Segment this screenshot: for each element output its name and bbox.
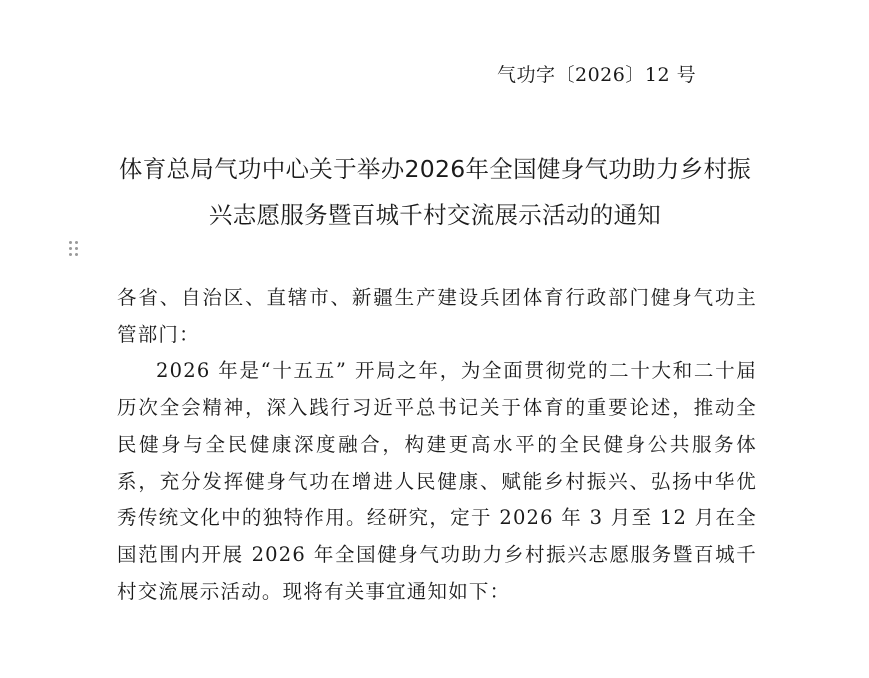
document-number: 气功字〔2026〕12 号 <box>497 64 697 86</box>
body-paragraph: 2026 年是“十五五” 开局之年，为全面贯彻党的二十大和二十届历次全会精神，深入践行习近平总书记关于体育的重要论述，推动全民健身与全民健康深度融合，构建更高水平的全民健身公共服务体系，充分发挥健身气功在增进人民健康、赋能乡村振兴、弘扬中华优秀传统文化中的独特作用。经研究，定于 2026 年 3 月至 12 月在全国范围内开展 2026 年全国健身气功助力乡村振兴志愿服务暨百城千村交流展示活动。现将有关事宜通知如下： <box>117 359 757 603</box>
document-body <box>117 280 757 610</box>
drag-handle-icon[interactable] <box>69 241 79 257</box>
document-title: 体育总局气功中心关于举办2026年全国健身气功助力乡村振兴志愿服务暨百城千村交流展示活动的通知 <box>118 155 752 229</box>
salutation: 各省、自治区、直辖市、新疆生产建设兵团体育行政部门健身气功主管部门： <box>117 286 757 346</box>
